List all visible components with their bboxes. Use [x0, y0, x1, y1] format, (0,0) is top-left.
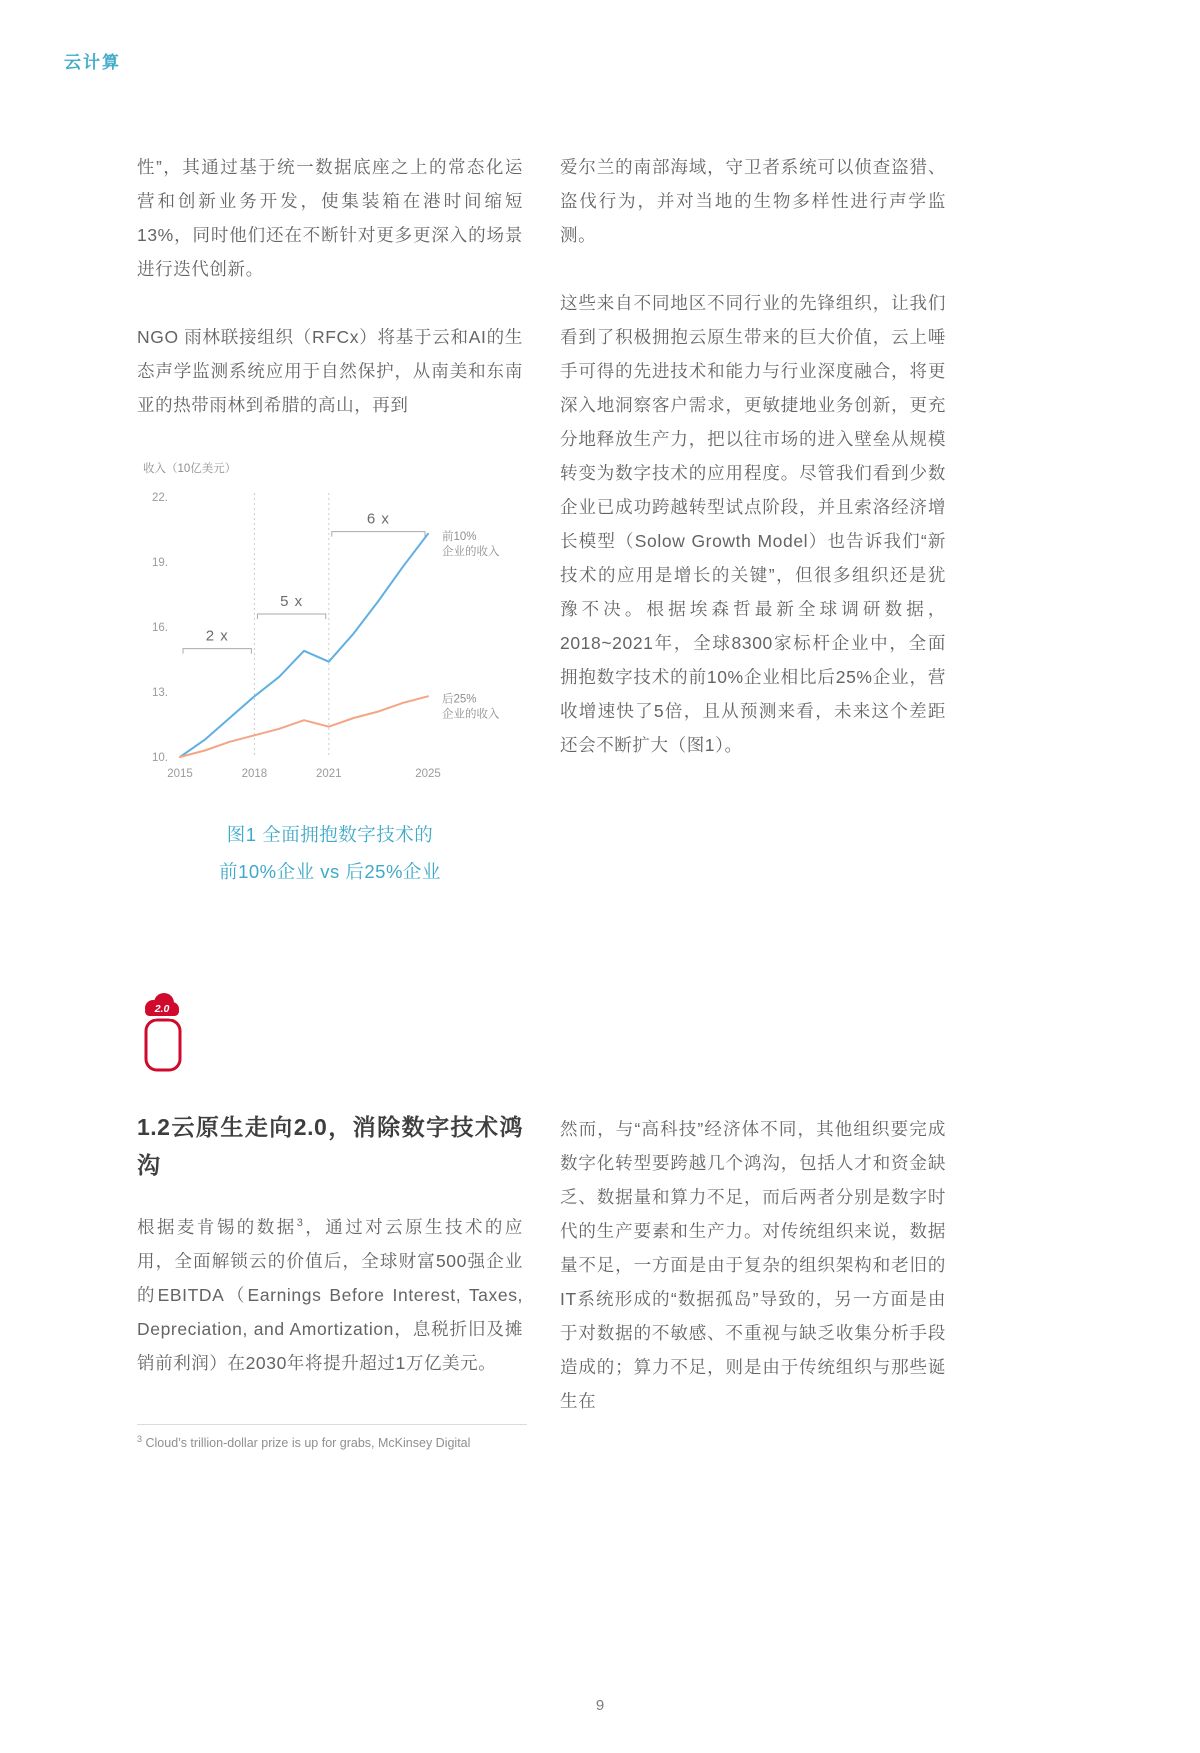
svg-text:22.: 22. [152, 492, 168, 504]
line-chart-canvas [137, 456, 523, 786]
footnote-reference: 3 [296, 1217, 304, 1230]
figure1-chart [137, 456, 523, 786]
figure1-caption-line1: 图1 全面拥抱数字技术的 [226, 824, 434, 845]
paragraph-left-1: 性”，其通过基于统一数据底座之上的常态化运营和创新业务开发，使集装箱在港时间缩短13%，同时他们还在不断针对更多更深入的场景进行迭代创新。 [137, 157, 523, 279]
cloud-2.0-icon [137, 990, 189, 1080]
icon-label: 2.0 [154, 1003, 170, 1015]
page-header-tag: 云计算 [64, 53, 121, 72]
svg-text:收入（10亿美元）: 收入（10亿美元） [143, 463, 237, 475]
paragraph-left-3 [137, 1210, 523, 1380]
svg-text:后25%企业的收入: 后25%企业的收入 [442, 693, 500, 721]
svg-text:前10%企业的收入: 前10%企业的收入 [442, 530, 500, 558]
footnote-marker: 3 [137, 1433, 143, 1444]
left-column-top [137, 150, 523, 890]
svg-text:19.: 19. [152, 557, 168, 569]
svg-text:2021: 2021 [316, 768, 342, 780]
paragraph-left-2: NGO 雨林联接组织（RFCx）将基于云和AI的生态声学监测系统应用于自然保护，从南美和东南亚的热带雨林到希腊的高山，再到 [137, 327, 523, 415]
svg-text:2025: 2025 [415, 768, 441, 780]
figure1-caption [137, 816, 523, 890]
cloud-native-2-icon [137, 990, 189, 1080]
right-column-bottom [560, 1112, 946, 1452]
svg-text:16.: 16. [152, 622, 168, 634]
right-column-top [560, 150, 946, 796]
page-number: 9 [595, 1697, 605, 1714]
footnote-text: Cloud’s trillion-dollar prize is up for grabs, McKinsey Digital [145, 1436, 471, 1450]
paragraph-right-1: 爱尔兰的南部海域，守卫者系统可以侦查盗猎、盗伐行为，并对当地的生物多样性进行声学监测。 [560, 157, 946, 245]
svg-text:6 x: 6 x [366, 510, 390, 528]
paragraph-text: ，通过对云原生技术的应用，全面解锁云的价值后，全球财富500强企业的EBITDA（Earnings Before Interest, Taxes, Depreciation, and Amortization，息税折旧及摊销前利润）在2030年将提升超过1万亿美元。 [137, 1217, 523, 1373]
footnote [137, 1424, 527, 1452]
paragraph-text: 根据麦肯锡的数据 [137, 1217, 297, 1237]
svg-text:10.: 10. [152, 752, 168, 764]
svg-text:2 x: 2 x [205, 627, 229, 645]
svg-text:2018: 2018 [241, 768, 268, 780]
paragraph-right-2: 这些来自不同地区不同行业的先锋组织，让我们看到了积极拥抱云原生带来的巨大价值，云上唾手可得的先进技术和能力与行业深度融合，将更深入地洞察客户需求，更敏捷地业务创新，更充分地释放生产力，把以往市场的进入壁垒从规模转变为数字技术的应用程度。尽管我们看到少数企业已成功跨越转型试点阶段，并且索洛经济增长模型（Solow Growth Model）也告诉我们“新技术的应用是增长的关键”，但很多组织还是犹豫不决。根据埃森哲最新全球调研数据，2018~2021年，全球8300家标杆企业中，全面拥抱数字技术的前10%企业相比后25%企业，营收增速快了5倍，且从预测来看，未来这个差距还会不断扩大（图1）。 [560, 293, 946, 755]
paragraph-right-3: 然而，与“高科技”经济体不同，其他组织要完成数字化转型要跨越几个鸿沟，包括人才和资金缺乏、数据量和算力不足，而后两者分别是数字时代的生产要素和生产力。对传统组织来说，数据量不足，一方面是由于复杂的组织架构和老旧的IT系统形成的“数据孤岛”导致的，另一方面是由于对数据的不敏感、不重视与缺乏收集分析手段造成的；算力不足，则是由于传统组织与那些诞生在 [560, 1119, 946, 1411]
left-column-bottom [137, 1108, 523, 1414]
svg-text:13.: 13. [152, 687, 168, 699]
figure1-caption-line2: 前10%企业 vs 后25%企业 [219, 861, 441, 882]
svg-text:2015: 2015 [167, 768, 193, 780]
section-heading-1-2: 1.2云原生走向2.0，消除数字技术鸿沟 [137, 1114, 523, 1178]
svg-text:5 x: 5 x [280, 593, 304, 610]
